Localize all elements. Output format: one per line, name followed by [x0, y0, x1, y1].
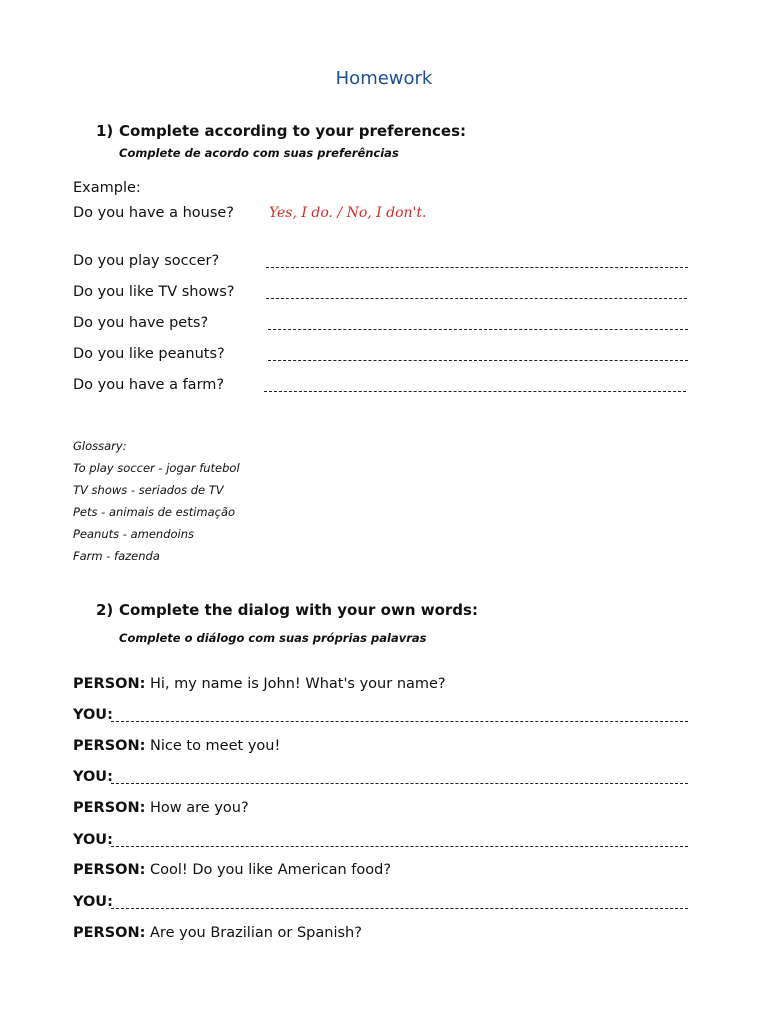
answer-blank[interactable] — [264, 391, 686, 392]
dialog-you-line — [73, 707, 688, 727]
question-text: Do you play soccer? — [73, 253, 220, 269]
answer-blank[interactable] — [268, 360, 688, 361]
you-label: YOU: — [73, 894, 113, 910]
you-answer-blank[interactable] — [111, 846, 688, 847]
example-question: Do you have a house? — [73, 205, 235, 221]
glossary-item: Peanuts - amendoins — [73, 527, 195, 541]
person-text: How are you? — [150, 800, 249, 816]
dialog-you-line — [73, 769, 688, 789]
glossary-item: Pets - animais de estimação — [73, 505, 236, 519]
question-row — [73, 253, 688, 273]
dialog-you-line — [73, 832, 688, 852]
person-label: PERSON: — [73, 738, 146, 754]
you-answer-blank[interactable] — [111, 908, 688, 909]
question-text: Do you have a farm? — [73, 377, 225, 393]
dialog-person-line — [73, 800, 688, 820]
person-label: PERSON: — [73, 800, 146, 816]
example-label: Example: — [73, 180, 141, 196]
glossary-item: TV shows - seriados de TV — [73, 483, 224, 497]
question-text: Do you have pets? — [73, 315, 209, 331]
you-label: YOU: — [73, 769, 113, 785]
answer-blank[interactable] — [266, 298, 687, 299]
person-label: PERSON: — [73, 862, 146, 878]
dialog-person-line — [73, 676, 688, 696]
you-label: YOU: — [73, 707, 113, 723]
person-text: Nice to meet you! — [150, 738, 281, 754]
person-label: PERSON: — [73, 676, 146, 692]
question-text: Do you like TV shows? — [73, 284, 235, 300]
glossary — [73, 437, 240, 569]
you-answer-blank[interactable] — [111, 783, 688, 784]
answer-blank[interactable] — [268, 329, 688, 330]
glossary-item: Farm - fazenda — [73, 549, 160, 563]
person-text: Are you Brazilian or Spanish? — [150, 925, 362, 941]
section1-heading — [96, 122, 466, 140]
dialog-person-line — [73, 925, 688, 945]
dialog-person-line — [73, 738, 688, 758]
section2-subtitle: Complete o diálogo com suas próprias palavras — [119, 631, 427, 645]
you-answer-blank[interactable] — [111, 721, 688, 722]
question-text: Do you like peanuts? — [73, 346, 225, 362]
question-row — [73, 346, 688, 366]
dialog-person-line — [73, 862, 688, 882]
question-row — [73, 377, 688, 397]
question-row — [73, 315, 688, 335]
glossary-item: To play soccer - jogar futebol — [73, 461, 240, 475]
section2-heading-text: Complete the dialog with your own words: — [119, 601, 478, 619]
section2-heading — [96, 601, 478, 619]
page-title: Homework — [335, 68, 433, 89]
dialog-you-line — [73, 894, 688, 914]
person-text: Cool! Do you like American food? — [150, 862, 392, 878]
person-text: Hi, my name is John! What's your name? — [150, 676, 446, 692]
section1-number: 1) — [96, 122, 114, 140]
section1-subtitle: Complete de acordo com suas preferências — [119, 146, 399, 160]
question-row — [73, 284, 688, 304]
example-answer: Yes, I do. / No, I don't. — [269, 205, 427, 221]
glossary-title: Glossary: — [73, 439, 127, 453]
person-label: PERSON: — [73, 925, 146, 941]
section2-number: 2) — [96, 601, 114, 619]
you-label: YOU: — [73, 832, 113, 848]
answer-blank[interactable] — [266, 267, 688, 268]
section1-heading-text: Complete according to your preferences: — [119, 122, 467, 140]
